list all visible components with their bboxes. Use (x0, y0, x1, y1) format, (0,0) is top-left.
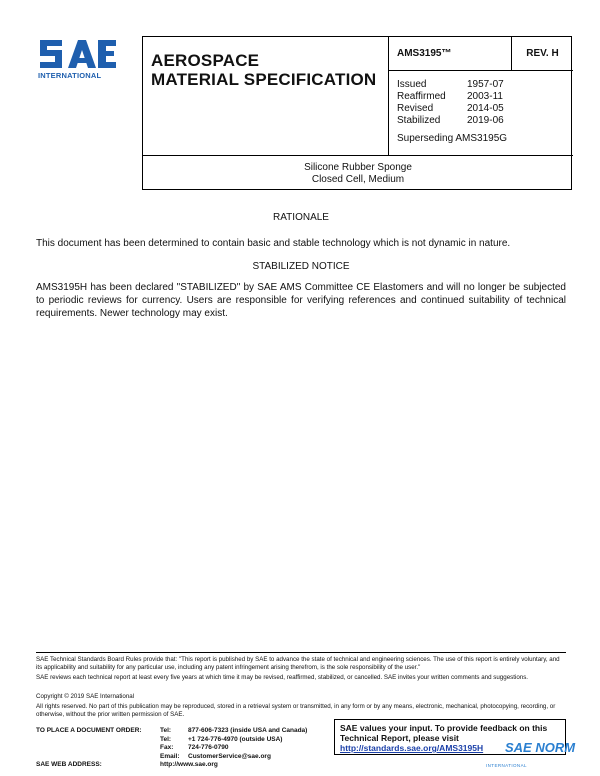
date-row-revised (397, 103, 504, 115)
contact-value: 877-606-7323 (inside USA and Canada) (188, 727, 308, 734)
stabilized-text: AMS3195H has been declared "STABILIZED" by SAE AMS Committee CE Elastomers and will no longer be subjected to periodic reviews for currency. Users are responsible for verifying references and continued suitability of technical requirements. Newer technology may exist. (36, 282, 566, 319)
title-cell (143, 37, 389, 155)
footer-divider (36, 652, 566, 653)
feedback-text-1: SAE values your input. To provide feedback on this (340, 723, 548, 733)
date-row-reaffirmed (397, 91, 504, 103)
contact-value: +1 724-776-4970 (outside USA) (188, 735, 283, 743)
contact-key: Tel: (160, 735, 172, 743)
sae-logo-subtitle: INTERNATIONAL (38, 71, 102, 80)
date-label: Revised (397, 103, 434, 114)
title-line-2: MATERIAL SPECIFICATION (151, 70, 377, 89)
title-line-1: AEROSPACE (151, 51, 260, 70)
sae-norm-watermark-sub: INTERNATIONAL (486, 763, 527, 768)
date-label: Issued (397, 79, 427, 90)
date-row-issued (397, 79, 504, 91)
document-subject (143, 155, 573, 191)
board-rules-text: SAE Technical Standards Board Rules provide that: "This report is published by SAE to advance the state of technical and engineering sciences. The use of this report is entirely voluntary, and its applicability and suitability for any particular use, including any patent infringement arising therefrom, is the sole responsibility of the user." (36, 656, 560, 671)
feedback-link[interactable]: http://standards.sae.org/AMS3195H (340, 743, 484, 753)
date-value: 1957-07 (467, 79, 504, 90)
date-label: Reaffirmed (397, 91, 446, 102)
subject-line-2: Closed Cell, Medium (311, 174, 405, 185)
rationale-heading: RATIONALE (273, 212, 329, 223)
web-row (36, 761, 307, 770)
subject-line-1: Silicone Rubber Sponge (304, 162, 412, 173)
date-value: 2014-05 (467, 103, 504, 114)
rights-text: All rights reserved. No part of this publication may be reproduced, stored in a retrieval system or transmitted, in any form or by any means, electronic, mechanical, photocopying, recording, or otherwise, without the prior written permission of SAE. (36, 703, 556, 718)
review-text: SAE reviews each technical report at least every five years at which time it may be revised, reaffirmed, stabilized, or cancelled. SAE invites your written comments and suggestions. (36, 674, 529, 681)
order-label: TO PLACE A DOCUMENT ORDER: (36, 727, 142, 734)
date-row-stabilized (397, 115, 504, 127)
web-label: SAE WEB ADDRESS: (36, 761, 102, 768)
contact-key: Fax: (160, 744, 174, 751)
contact-key: Email: (160, 752, 180, 760)
document-type-title (151, 51, 376, 89)
contact-key: Tel: (160, 727, 172, 734)
date-value: 2019-06 (467, 115, 504, 126)
revision-label: REV. H (511, 37, 573, 70)
dates-list (397, 79, 504, 127)
doc-info-cell (389, 37, 573, 155)
contact-email-link[interactable]: CustomerService@sae.org (188, 752, 271, 760)
date-value: 2003-11 (467, 91, 503, 102)
contact-block (36, 727, 307, 770)
sae-norm-watermark: SAE NORM (505, 740, 576, 755)
superseding-note: Superseding AMS3195G (397, 133, 508, 144)
contact-value: 724-776-0790 (188, 744, 229, 751)
contact-row (36, 753, 307, 762)
date-label: Stabilized (397, 115, 441, 126)
sae-logo (38, 36, 128, 80)
contact-row (36, 744, 307, 753)
header-box (142, 36, 572, 190)
doc-number-row (389, 37, 573, 71)
document-number: AMS3195™ (397, 48, 452, 59)
feedback-text-2: Technical Report, please visit (340, 733, 459, 743)
rationale-text: This document has been determined to contain basic and stable technology which is not dynamic in nature. (36, 238, 511, 249)
contact-row (36, 727, 307, 736)
web-address-link[interactable]: http://www.sae.org (160, 761, 218, 768)
sae-logo-mark (38, 36, 118, 70)
sae-logo-text: SAE (78, 58, 81, 59)
copyright-text: Copyright © 2019 SAE International (36, 693, 135, 700)
stabilized-heading: STABILIZED NOTICE (252, 261, 350, 272)
contact-row (36, 736, 307, 745)
